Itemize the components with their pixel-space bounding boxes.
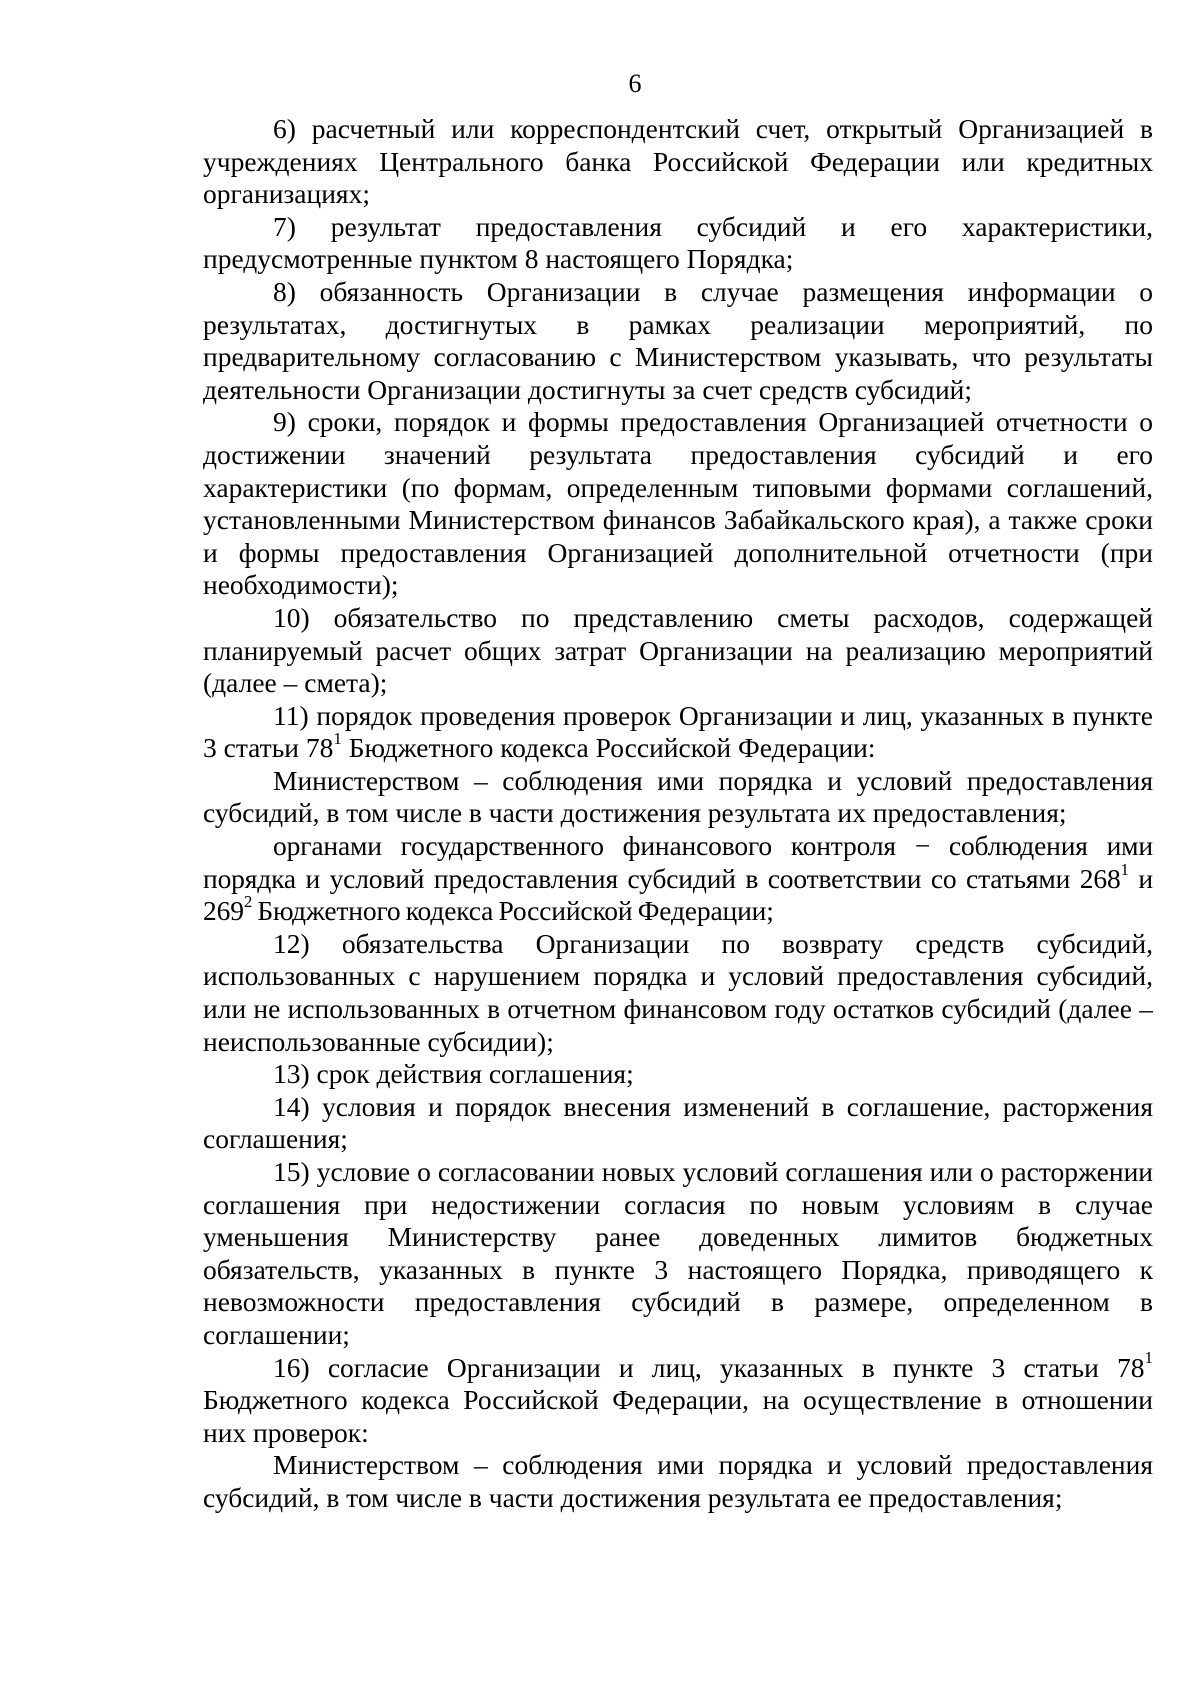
paragraph-text: органами государственного финансового контроля − соблюдения ими порядка и условий предоставления субсидий в соответствии со статьями 268 xyxy=(203,830,1153,894)
paragraph-item-15: 15) условие о согласовании новых условий соглашения или о расторжении соглашения при недостижении согласия по новым условиям в случае уменьшения Министерству ранее доведенных лимитов бюджетных обязательств, указанных в пункте 3 настоящего Порядка, приводящего к невозможности предоставления субсидий в размере, определенном в соглашении; xyxy=(203,1156,1153,1350)
paragraph-text: 16) согласие Организации и лиц, указанных в пункте 3 статьи 78 xyxy=(273,1351,1145,1383)
subparagraph-control-bodies xyxy=(203,830,1153,928)
paragraph-item-8: 8) обязанность Организации в случае размещения информации о результатах, достигнутых в рамках реализации мероприятий, по предварительному согласованию с Министерством указывать, что результаты деятельности Организации достигнуты за счет средств субсидий; xyxy=(203,275,1153,405)
paragraph-item-13: 13) срок действия соглашения; xyxy=(273,1058,634,1090)
paragraph-item-11 xyxy=(203,700,1153,765)
superscript: 1 xyxy=(333,729,342,749)
page-number: 6 xyxy=(628,69,642,98)
paragraph-item-10: 10) обязательство по представлению сметы расходов, содержащей планируемый расчет общих затрат Организации на реализацию мероприятий (далее – смета); xyxy=(203,601,1153,699)
subparagraph-ministry-2: Министерством – соблюдения ими порядка и условий предоставления субсидий, в том числе в части достижения результата ее предоставления; xyxy=(203,1449,1153,1513)
paragraph-item-12: 12) обязательства Организации по возврату средств субсидий, использованных с нарушением порядка и условий предоставления субсидий, или не использованных в отчетном финансовом году остатков субсидий (далее – неиспользованные субсидии); xyxy=(203,927,1153,1057)
superscript: 2 xyxy=(243,892,253,912)
paragraph-item-6: 6) расчетный или корреспондентский счет, открытый Организацией в учреждениях Центрального банка Российской Федерации или кредитных организациях; xyxy=(203,113,1153,210)
superscript: 1 xyxy=(1144,1348,1153,1368)
paragraph-item-7: 7) результат предоставления субсидий и его характеристики, предусмотренные пунктом 8 настоящего Порядка; xyxy=(203,210,1153,275)
paragraph-text: и 269 xyxy=(203,862,1154,927)
paragraph-item-14: 14) условия и порядок внесения изменений в соглашение, расторжения соглашения; xyxy=(203,1090,1153,1155)
paragraph-text: Бюджетного кодекса Российской Федерации, на осуществление в отношении них проверок: xyxy=(203,1384,1153,1448)
subparagraph-ministry: Министерством – соблюдения ими порядка и условий предоставления субсидий, в том числе в части достижения результата их предоставления; xyxy=(203,764,1153,829)
paragraph-item-9: 9) сроки, порядок и формы предоставления Организацией отчетности о достижении значений результата предоставления субсидий и его характеристики (по формам, определенным типовыми формами соглашений, установленными Министерством финансов Забайкальского края), а также сроки и формы предоставления Организацией дополнительной отчетности (при необходимости); xyxy=(203,406,1153,601)
paragraph-text: 11) порядок проведения проверок Организации и лиц, указанных в пункте 3 статьи 78 xyxy=(203,699,1153,764)
paragraph-text: Бюджетного кодекса Российской Федерации: xyxy=(341,732,876,764)
paragraph-text: Бюджетного кодекса Российской Федерации; xyxy=(252,895,774,927)
document-body xyxy=(203,113,1153,1515)
superscript: 1 xyxy=(1120,859,1129,879)
paragraph-item-16 xyxy=(203,1348,1153,1450)
